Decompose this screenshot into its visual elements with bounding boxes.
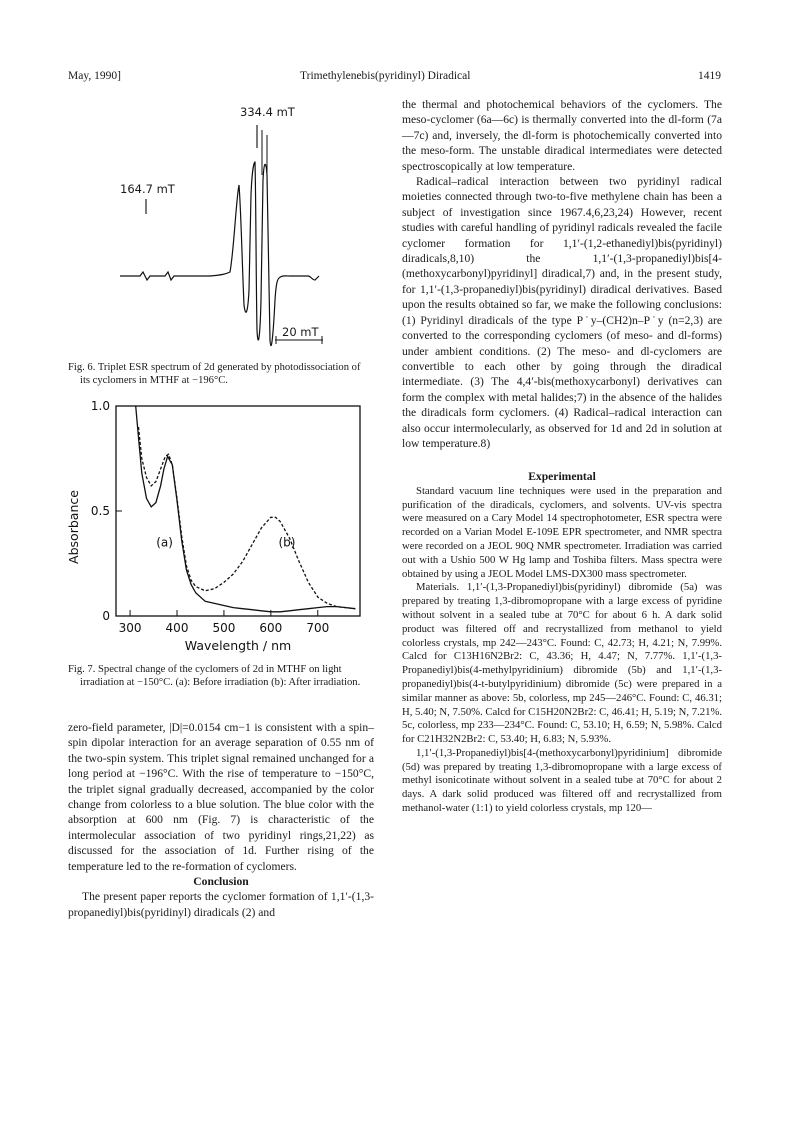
x-tick-label: 500 (212, 621, 236, 635)
header-left: May, 1990] (68, 70, 121, 82)
y-tick-label: 0.5 (90, 504, 110, 518)
series-label-a: (a) (156, 535, 173, 550)
right-paragraph-3: Standard vacuum line techniques were used in the preparation and purification of the diradicals, cyclomers, and solvents. UV-vis spectra were measured on a Cary Model 14 spectrophotometer, ESR spectra were recorded on a Varian Model E-109E EPR spectrometer, and NMR spectra were recorded on a JEOL 90Q NMR spectrometer. Irradiation was carried out with a Ushio 500 W Hg lamp and Toshiba filters. Mass spectra were obtained by using a JEOL Model LMS-DX300 mass spectrometer. (402, 484, 722, 580)
left-paragraph-2: The present paper reports the cyclomer formation of 1,1′-(1,3-propanediyl)bis(pyridinyl) diradicals (2) and (68, 890, 374, 919)
page-number: 1419 (698, 70, 721, 82)
fig6-label-164: 164.7 mT (120, 182, 175, 196)
fig7-caption (68, 663, 373, 689)
right-paragraph-4: Materials. 1,1′-(1,3-Propanediyl)bis(pyridinyl) dibromide (5a) was prepared by treating 1,3-dibromopropane with a large excess of pyridine without solvent in a sealed tube at 70°C for about 6 h. A dark solid product was filtered off and recrystallized from methanol to yield colorless crystals, mp 242—243°C. Found: C, 42.73; H, 4.21; N, 7.99%. Calcd for C13H16N2Br2: C, 43.36; H, 4.47; N, 7.77%. 1,1′-(1,3-Propanediyl)bis(4-methylpyridinium) dibromide (5b) and 1,1′-(1,3-propanediyl)bis(4-t-butylpyridinium) dibromide (5c) were prepared in a similar manner as above: 5b, colorless, mp 245—246°C. Found: C, 46.31; H, 5.40; N, 7.50%. Calcd for C15H20N2Br2: C, 46.41; H, 5.19; N, 7.21%. 5c, colorless, mp 233—234°C. Found: C, 53.10; H, 6.59; N, 5.98%. Calcd for C21H32N2Br2: C, 53.40; H, 6.83; N, 5.93%. (402, 581, 723, 746)
fig6-scale-label: 20 mT (282, 325, 319, 339)
x-axis-label: Wavelength / nm (184, 638, 292, 653)
left-column (68, 720, 374, 920)
fig7-absorbance-chart (60, 398, 400, 653)
plot-frame (116, 406, 360, 616)
x-tick-label: 300 (118, 621, 142, 635)
experimental-heading: Experimental (528, 470, 596, 484)
series-line-a (136, 406, 356, 612)
fig6-esr-spectrum (110, 100, 370, 350)
y-tick-label: 0 (102, 609, 110, 623)
left-paragraph-1: zero-field parameter, |D|=0.0154 cm−1 is consistent with a spin–spin dipolar interaction for an average separation of 0.55 nm of the two-spin system. This triplet signal remained unchanged for a long period at −196°C. With the rise of temperature to −150°C, the triplet signal gradually decreased, accompanied by the color change from colorless to a blue solution. The blue color with the absorption at 600 nm (Fig. 7) is characteristic of the intermolecular association of two pyridinyl rings,21,22) as discussed for the association of 1d. Further rising of the temperature led to the re-formation of cyclomers. (68, 721, 374, 873)
y-axis-label: Absorbance (66, 490, 81, 564)
x-tick-label: 700 (306, 621, 330, 635)
right-paragraph-2: Radical–radical interaction between two pyridinyl radical moieties connected through two-to-five methylene chain has been a subject of investigation since 1967.4,6,23,24) However, recent studies with careful handling of pyridinyl radicals revealed the facile cyclomer formation for 1,1′-(1,2-ethanediyl)bis(pyridinyl) diradicals,8,10) the 1,1′-(1,3-propanediyl)bis[4-(methoxycarbonyl)pyridinyl] diradical,7) and, in the present study, for 1,1′-(1,3-propanediyl)bis(pyridinyl) diradical derivatives. Based upon the results obtained so far, we make the following conclusions: (1) Pyridinyl diradicals of the type P˙y–(CH2)n–P˙y (n=2,3) are converted to the corresponding cyclomers (of meso- and dl-forms) under ambient conditions. (2) The meso- and dl-cyclomers are convertible to each other by going through the diradical intermediate. (3) The 4,4′-bis(methoxycarbonyl) derivatives can form the complex with metal halides;7) in the absence of the halides the diradicals form cyclomers. (4) Radical–radical interaction can also occur intermolecularly, as observed for 1d and 2d in solution at low temperature.8) (402, 175, 722, 450)
x-tick-label: 600 (259, 621, 283, 635)
fig7-caption-text: Fig. 7. Spectral change of the cyclomers of 2d in MTHF on light irradiation at −150°C. (a): Before irradiation (b): After irradiation. (68, 664, 361, 689)
x-tick-label: 400 (165, 621, 189, 635)
fig6-caption-text: Fig. 6. Triplet ESR spectrum of 2d generated by photodissociation of its cyclomers in MTHF at −196°C. (68, 362, 361, 387)
fig6-caption (68, 361, 373, 387)
right-paragraph-1: the thermal and photochemical behaviors of the cyclomers. The meso-cyclomer (6a—6c) is thermally converted into the dl-form (7a—7c) and, inversely, the dl-form is photochemically converted into the meso-form. The unstable diradical intermediates were detected spectroscopically at low temperature. (402, 98, 722, 173)
y-tick-label: 1.0 (90, 399, 110, 413)
fig6-trace (110, 100, 370, 350)
conclusion-heading: Conclusion (193, 875, 249, 889)
series-line-b (139, 427, 356, 609)
fig6-label-334: 334.4 mT (240, 105, 295, 119)
right-column (402, 97, 722, 816)
series-label-b: (b) (278, 535, 296, 550)
right-paragraph-5: 1,1′-(1,3-Propanediyl)bis[4-(methoxycarbonyl)pyridinium] dibromide (5d) was prepared by treating 1,3-dibromopropane with a large excess of methyl isonicotinate without solvent in a sealed tube at 70°C for about 2 days. A dark solid produced was filtered off and recrystallized from methanol-water (1:1) to yield colorless crystals, mp 120— (402, 746, 722, 815)
header-title: Trimethylenebis(pyridinyl) Diradical (300, 70, 471, 82)
